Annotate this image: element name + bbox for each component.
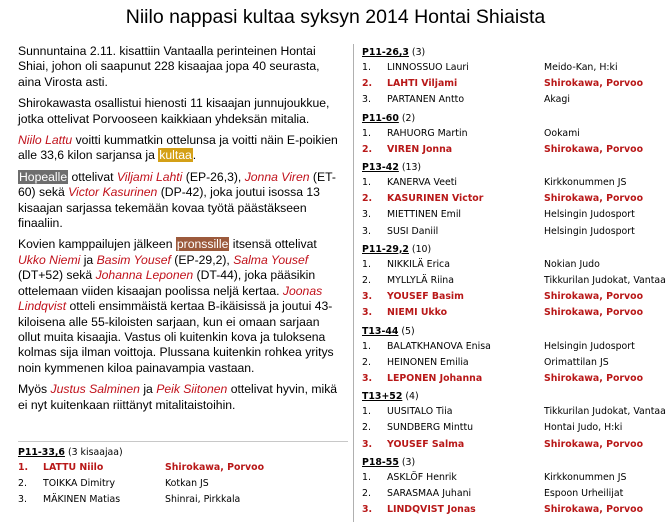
- result-row: [362, 371, 667, 387]
- text: ottelivat: [68, 169, 117, 184]
- result-row: [362, 257, 667, 273]
- result-place: 3.: [362, 209, 371, 221]
- result-place: 1.: [362, 127, 371, 139]
- results-category-header: [362, 390, 667, 404]
- result-place: 3.: [362, 373, 373, 385]
- athlete-name: Ukko Niemi: [18, 252, 81, 267]
- result-name: KANERVA Veeti: [387, 177, 458, 189]
- result-club: Helsingin Judosport: [544, 209, 635, 221]
- paragraph-team: Shirokawasta osallistui hienosti 11 kisaajan junnujoukkue, jotka ottelivat Porvooseen kaikkiaan yhdeksän mitalia.: [18, 96, 330, 126]
- result-place: 2.: [18, 478, 27, 490]
- results-category: [362, 390, 667, 453]
- athlete-name: Victor Kasurinen: [68, 185, 158, 200]
- result-name: HEINONEN Emilia: [387, 356, 469, 368]
- athlete-name: Justus Salminen: [50, 382, 140, 397]
- results-category-header: [362, 112, 667, 126]
- result-row: [362, 273, 667, 289]
- category-count: (2): [398, 112, 416, 124]
- result-club: Shirokawa, Porvoo: [544, 373, 644, 385]
- text: Kovien kamppailujen jälkeen: [18, 237, 176, 252]
- results-category: [362, 325, 667, 388]
- text: ja: [80, 252, 97, 267]
- result-row: [362, 355, 667, 371]
- result-name: LEPONEN Johanna: [387, 373, 483, 385]
- result-name: KASURINEN Victor: [387, 193, 484, 205]
- results-category: [362, 112, 667, 158]
- result-club: Shirokawa, Porvoo: [544, 143, 644, 155]
- result-place: 1.: [362, 340, 371, 352]
- athlete-name: Basim Yousef: [96, 252, 171, 267]
- result-place: 3.: [362, 94, 371, 106]
- result-club: Shinrai, Pirkkala: [165, 494, 241, 506]
- result-club: Shirokawa, Porvoo: [544, 438, 644, 450]
- text: (DT+52) sekä: [18, 268, 96, 283]
- result-place: 1.: [18, 462, 29, 473]
- result-place: 2.: [362, 356, 371, 368]
- result-row: [18, 460, 348, 476]
- result-name: MÄKINEN Matias: [43, 494, 121, 506]
- result-club: Helsingin Judosport: [544, 225, 635, 237]
- athlete-name: Jonna Viren: [244, 169, 310, 184]
- athlete-name: Salma Yousef: [233, 252, 309, 267]
- result-place: 3.: [362, 291, 373, 303]
- result-place: 2.: [362, 488, 371, 500]
- results-category-header: [362, 456, 667, 470]
- result-name: PARTANEN Antto: [387, 94, 465, 106]
- text: ottelivat hyvin, mikä ei nyt kuitenkaan riittänyt mitalitaistoihin.: [18, 382, 338, 412]
- result-row: [362, 289, 667, 305]
- result-name: SUNDBERG Minttu: [387, 422, 474, 434]
- results-rows: [18, 460, 348, 509]
- result-row: [362, 126, 667, 142]
- text: (EP-29,2),: [170, 252, 234, 267]
- bronze-highlight: pronssille: [176, 237, 229, 252]
- result-name: NIKKILÄ Erica: [387, 258, 450, 270]
- category-count: (3): [398, 456, 416, 468]
- result-club: Shirokawa, Porvoo: [165, 462, 265, 473]
- results-right: [362, 46, 667, 521]
- result-place: 1.: [362, 177, 371, 189]
- result-name: SUSI Daniil: [387, 225, 439, 237]
- silver-highlight: Hopealle: [19, 169, 68, 184]
- result-club: Espoon Urheilijat: [544, 488, 624, 500]
- result-club: Kirkkonummen JS: [544, 177, 627, 189]
- result-club: Ookami: [544, 127, 580, 139]
- results-left: [18, 446, 348, 509]
- result-row: [362, 142, 667, 158]
- result-row: [362, 305, 667, 321]
- athlete-name: Viljami Lahti: [116, 169, 183, 184]
- result-row: [362, 420, 667, 436]
- result-name: LINDQVIST Jonas: [387, 504, 476, 516]
- result-club: Kirkkonummen JS: [544, 471, 627, 483]
- result-club: Shirokawa, Porvoo: [544, 307, 644, 319]
- result-club: Shirokawa, Porvoo: [544, 291, 644, 303]
- result-club: Orimattilan JS: [544, 356, 609, 368]
- category-name: P11-29,2: [362, 243, 409, 255]
- result-place: 1.: [362, 471, 371, 483]
- text: (EP-26,3),: [182, 169, 245, 184]
- result-place: 1.: [362, 62, 371, 73]
- result-name: LATTU Niilo: [43, 462, 104, 473]
- result-place: 2.: [362, 275, 371, 287]
- category-count: (5): [398, 325, 415, 337]
- results-category: [362, 456, 667, 519]
- athlete-name: Johanna Leponen: [95, 268, 194, 283]
- category-name: T13-44: [362, 325, 399, 337]
- result-name: ASKLÖF Henrik: [387, 471, 457, 483]
- result-row: [362, 470, 667, 486]
- result-place: 3.: [362, 225, 371, 237]
- result-name: YOUSEF Salma: [387, 438, 465, 450]
- result-place: 2.: [362, 193, 373, 205]
- result-club: Shirokawa, Porvoo: [544, 78, 644, 90]
- result-row: [18, 476, 348, 492]
- result-club: Tikkurilan Judokat, Vantaa: [544, 275, 666, 287]
- result-row: [362, 60, 667, 76]
- result-club: Meido-Kan, H:ki: [544, 62, 618, 73]
- result-row: [362, 175, 667, 191]
- result-row: [362, 76, 667, 92]
- result-name: RAHUORG Martin: [387, 127, 468, 139]
- results-category-header: [362, 325, 667, 339]
- category-name: T13+52: [362, 391, 403, 403]
- result-place: 1.: [362, 406, 371, 418]
- category-count: (10): [408, 243, 432, 255]
- text: otteli ensimmäistä kertaa B-ikäisissä ja joutui 43-kiloisena alle 55-kiloisten sarjaan, kun ei omaan sarjaan ollut muita kisaajia. Vastus oli kuitenkin kova ja tuloksena kolmas sija ilman voittoja. Plussana kuitenkin rohkea yritys noin kymmenen kiloa painavampia vastaan.: [18, 299, 334, 375]
- result-row: [362, 486, 667, 502]
- result-club: Shirokawa, Porvoo: [544, 193, 644, 205]
- result-name: MYLLYLÄ Riina: [387, 275, 454, 287]
- result-row: [362, 224, 667, 240]
- result-name: BALATKHANOVA Enisa: [387, 340, 491, 352]
- category-name: P11-33,6: [18, 447, 65, 458]
- result-name: MIETTINEN Emil: [387, 209, 462, 221]
- text: voitti kummatkin ottelunsa ja voitti näin E-poikien alle 33,6 kilon sarjansa ja: [18, 133, 338, 163]
- results-category-header: [362, 161, 667, 175]
- result-row: [362, 92, 667, 108]
- result-name: SARASMAA Juhani: [387, 488, 472, 500]
- result-place: 2.: [362, 143, 373, 155]
- text: (DT-44), joka pääsikin ottelemaan viiden kisaajan poolissa neljä kertaa.: [18, 268, 316, 298]
- category-count: (4): [402, 391, 419, 403]
- result-row: [362, 191, 667, 207]
- result-name: LINNOSSUO Lauri: [387, 62, 469, 73]
- athlete-name: Peik Siitonen: [156, 382, 228, 397]
- gold-highlight: kultaa: [159, 148, 192, 163]
- athlete-name: Niilo Lattu: [18, 133, 73, 148]
- text: ja: [139, 382, 157, 397]
- column-divider: [353, 44, 354, 522]
- result-row: [362, 502, 667, 518]
- paragraph-gold: [18, 133, 338, 164]
- result-club: Akagi: [544, 94, 570, 106]
- article-body: [18, 44, 338, 419]
- category-count: (13): [398, 162, 422, 174]
- results-category-header: [362, 46, 667, 60]
- category-name: P13-42: [362, 162, 399, 174]
- page-title: Niilo nappasi kultaa syksyn 2014 Hontai Shiaista: [125, 6, 546, 28]
- result-name: LAHTI Viljami: [387, 78, 458, 90]
- category-name: P11-26,3: [362, 47, 409, 58]
- text: Myös: [18, 382, 51, 397]
- result-place: 3.: [18, 494, 27, 506]
- result-row: [18, 492, 348, 508]
- result-name: YOUSEF Basim: [387, 291, 464, 303]
- result-club: Tikkurilan Judokat, Vantaa: [544, 406, 666, 418]
- result-club: Kotkan JS: [165, 478, 209, 490]
- result-club: Hontai Judo, H:ki: [544, 422, 623, 434]
- result-row: [362, 339, 667, 355]
- category-name: P18-55: [362, 456, 399, 468]
- result-place: 1.: [362, 258, 371, 270]
- paragraph-silver: [18, 170, 338, 232]
- paragraph-others: [18, 382, 338, 413]
- result-club: Nokian Judo: [544, 258, 600, 270]
- text: itsensä ottelivat: [229, 237, 317, 252]
- result-club: Helsingin Judosport: [544, 340, 635, 352]
- text: (ET-60) sekä: [18, 169, 336, 200]
- results-category: [362, 46, 667, 109]
- result-row: [362, 404, 667, 420]
- result-name: UUSITALO Tiia: [387, 406, 453, 418]
- divider: [18, 441, 348, 442]
- category-name: P11-60: [362, 112, 399, 124]
- result-name: VIREN Jonna: [387, 143, 453, 155]
- results-category-header: [18, 446, 348, 460]
- text: (DP-42), joka joutui isossa 13 kisaajan sarjassa tekemään kovaa työtä päästäkseen finaaliin.: [18, 185, 320, 231]
- result-club: Shirokawa, Porvoo: [544, 504, 644, 516]
- category-count: (3): [408, 47, 426, 58]
- results-category: [362, 243, 667, 322]
- result-place: 3.: [362, 438, 373, 450]
- result-row: [362, 437, 667, 453]
- results-category-header: [362, 243, 667, 257]
- results-category: [362, 161, 667, 240]
- category-count: (3 kisaajaa): [67, 447, 123, 458]
- result-place: 3.: [362, 307, 373, 319]
- paragraph-intro: Sunnuntaina 2.11. kisattiin Vantaalla perinteinen Hontai Shiai, johon oli saapunut 228 kisaajaa jopa 40 seurasta, aina Virosta asti.: [18, 44, 320, 89]
- result-place: 2.: [362, 78, 373, 90]
- result-place: 3.: [362, 504, 373, 516]
- result-name: TOIKKA Dimitry: [43, 478, 116, 490]
- result-row: [362, 207, 667, 223]
- result-place: 2.: [362, 422, 371, 434]
- result-name: NIEMI Ukko: [387, 307, 448, 319]
- text: .: [192, 148, 197, 163]
- paragraph-bronze: [18, 237, 338, 376]
- athlete-name: Joonas Lindqvist: [18, 283, 323, 314]
